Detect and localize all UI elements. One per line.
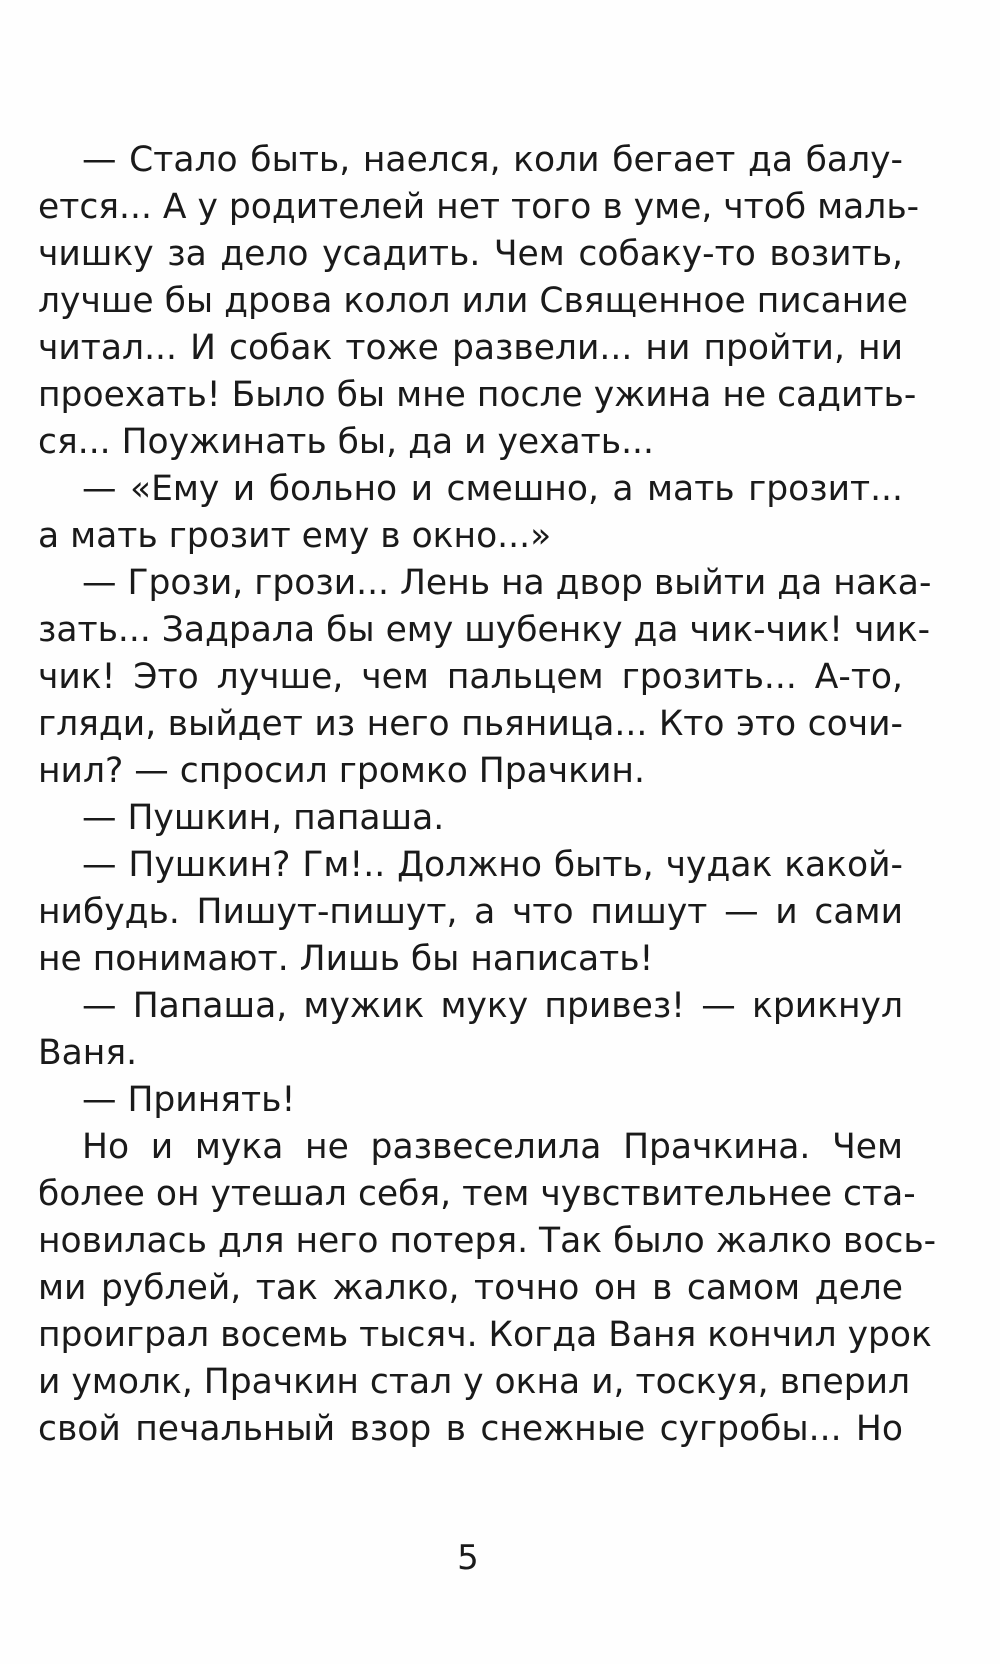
text-line: чик! Это лучше, чем пальцем грозить... А-то,	[38, 657, 903, 697]
text-line: Ваня.	[38, 1033, 138, 1073]
text-line: — Пушкин, папаша.	[82, 798, 445, 838]
text-line: читал... И собак тоже развели... ни пройти, ни	[38, 328, 903, 368]
text-line: зать... Задрала бы ему шубенку да чик-чик! чик-	[38, 610, 931, 650]
text-line: гляди, выйдет из него пьяница... Кто это сочи-	[38, 704, 903, 744]
text-line: свой печальный взор в снежные сугробы... Но	[38, 1409, 903, 1449]
text-line: ется... А у родителей нет того в уме, чтоб маль-	[38, 187, 920, 227]
text-line: проиграл восемь тысяч. Когда Ваня кончил урок	[38, 1315, 932, 1355]
text-line: ся... Поужинать бы, да и уехать...	[38, 422, 654, 462]
text-line: Но и мука не развеселила Прачкина. Чем	[82, 1127, 903, 1167]
text-line: не понимают. Лишь бы написать!	[38, 939, 654, 979]
text-line: — «Ему и больно и смешно, а мать грозит...	[82, 469, 903, 509]
text-line: новилась для него потеря. Так было жалко вось-	[38, 1221, 937, 1261]
text-line: более он утешал себя, тем чувствительнее ста-	[38, 1174, 916, 1214]
text-line: — Пушкин? Гм!.. Должно быть, чудак какой-	[82, 845, 903, 885]
text-line: нибудь. Пишут-пишут, а что пишут — и сами	[38, 892, 903, 932]
text-line: лучше бы дрова колол или Священное писание	[38, 281, 908, 321]
text-line: — Папаша, мужик муку привез! — крикнул	[82, 986, 903, 1026]
page-number: 5	[457, 1538, 479, 1578]
text-line: ми рублей, так жалко, точно он в самом деле	[38, 1268, 903, 1308]
text-line: — Грози, грози... Лень на двор выйти да нака-	[82, 563, 932, 603]
text-line: — Стало быть, наелся, коли бегает да балу-	[82, 140, 903, 180]
text-line: проехать! Было бы мне после ужина не садить-	[38, 375, 917, 415]
text-line: а мать грозит ему в окно...»	[38, 516, 552, 556]
text-line: нил? — спросил громко Прачкин.	[38, 751, 645, 791]
text-line: чишку за дело усадить. Чем собаку-то возить,	[38, 234, 903, 274]
text-line: — Принять!	[82, 1080, 296, 1120]
text-line: и умолк, Прачкин стал у окна и, тоскуя, вперил	[38, 1362, 911, 1402]
